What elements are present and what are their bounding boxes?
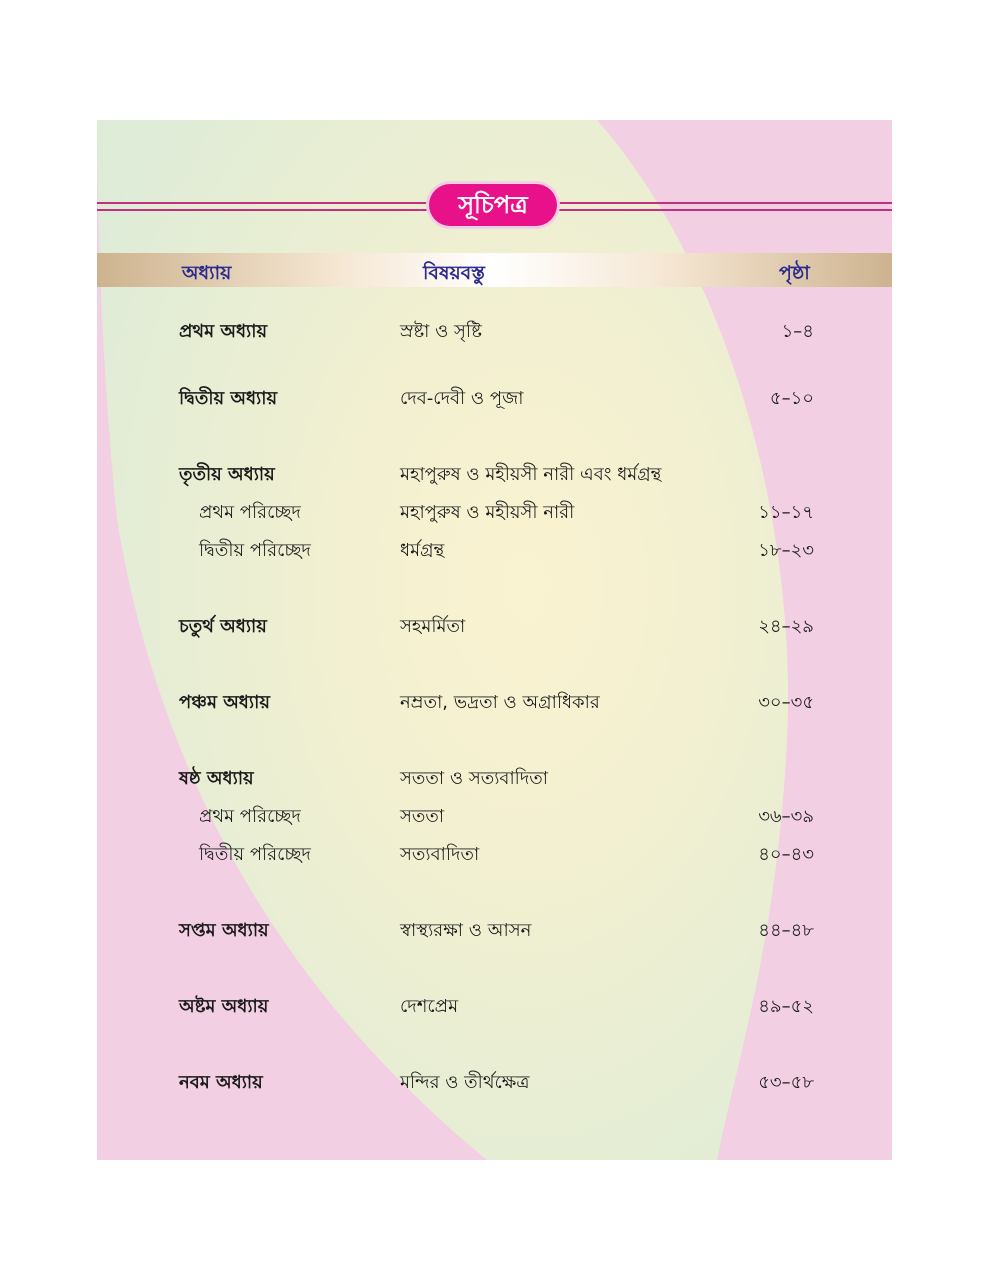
toc-row	[97, 1068, 892, 1098]
page-range: ৪০–৪৩	[758, 844, 814, 865]
section-label: দ্বিতীয় পরিচ্ছেদ	[199, 844, 311, 865]
toc-row	[97, 840, 892, 870]
page-range: ১৮–২৩	[758, 540, 814, 561]
chapter-label: ষষ্ঠ অধ্যায়	[179, 768, 254, 789]
topic-label: সততা ও সত্যবাদিতা	[400, 768, 548, 789]
toc-row	[97, 460, 892, 490]
topic-label: মহাপুরুষ ও মহীয়সী নারী এবং ধর্মগ্রন্থ	[400, 464, 662, 485]
chapter-label: চতুর্থ অধ্যায়	[179, 616, 267, 637]
header-pages: পৃষ্ঠা	[779, 262, 810, 284]
page-range: ৪৪–৪৮	[758, 920, 814, 941]
chapter-label: পঞ্চম অধ্যায়	[179, 692, 270, 713]
topic-label: মহাপুরুষ ও মহীয়সী নারী	[400, 502, 575, 523]
page-range: ৩০–৩৫	[758, 692, 814, 713]
header-topic: বিষয়বস্তু	[423, 262, 485, 284]
section-label: প্রথম পরিচ্ছেদ	[199, 806, 301, 827]
section-label: দ্বিতীয় পরিচ্ছেদ	[199, 540, 311, 561]
toc-row	[97, 992, 892, 1022]
toc-row	[97, 764, 892, 794]
topic-label: দেশপ্রেম	[400, 996, 459, 1017]
chapter-label: নবম অধ্যায়	[179, 1072, 263, 1093]
page-range: ৫৩–৫৮	[758, 1072, 814, 1093]
topic-label: স্বাস্থ্যরক্ষা ও আসন	[400, 920, 532, 941]
topic-label: সহমর্মিতা	[400, 616, 466, 637]
section-label: প্রথম পরিচ্ছেদ	[199, 502, 301, 523]
page-range: ১–৪	[781, 321, 814, 342]
toc-row	[97, 536, 892, 566]
page-title: সূচিপত্র	[429, 184, 557, 226]
page-range: ১১–১৭	[758, 502, 814, 523]
toc-row	[97, 384, 892, 414]
title-bar	[97, 184, 892, 232]
toc-row	[97, 317, 892, 347]
toc-row	[97, 498, 892, 528]
page-range: ৫–১০	[769, 388, 814, 409]
topic-label: স্রষ্টা ও সৃষ্টি	[400, 321, 482, 342]
toc-row	[97, 802, 892, 832]
toc-row	[97, 688, 892, 718]
contents-panel	[97, 120, 892, 1160]
page-range: ৪৯–৫২	[758, 996, 814, 1017]
topic-label: নম্রতা, ভদ্রতা ও অগ্রাধিকার	[400, 692, 600, 713]
page-range: ২৪–২৯	[758, 616, 814, 637]
chapter-label: প্রথম অধ্যায়	[179, 321, 268, 342]
chapter-label: সপ্তম অধ্যায়	[179, 920, 269, 941]
chapter-label: তৃতীয় অধ্যায়	[179, 464, 275, 485]
chapter-label: অষ্টম অধ্যায়	[179, 996, 269, 1017]
chapter-label: দ্বিতীয় অধ্যায়	[179, 388, 278, 409]
topic-label: সততা	[400, 806, 445, 827]
topic-label: সত্যবাদিতা	[400, 844, 480, 865]
topic-label: দেব-দেবী ও পূজা	[400, 388, 524, 409]
topic-label: মন্দির ও তীর্থক্ষেত্র	[400, 1072, 530, 1093]
toc-row	[97, 612, 892, 642]
page-range: ৩৬–৩৯	[758, 806, 814, 827]
column-header-band	[97, 253, 892, 287]
topic-label: ধর্মগ্রন্থ	[400, 540, 445, 561]
header-chapter: অধ্যায়	[182, 262, 232, 284]
toc-row	[97, 916, 892, 946]
